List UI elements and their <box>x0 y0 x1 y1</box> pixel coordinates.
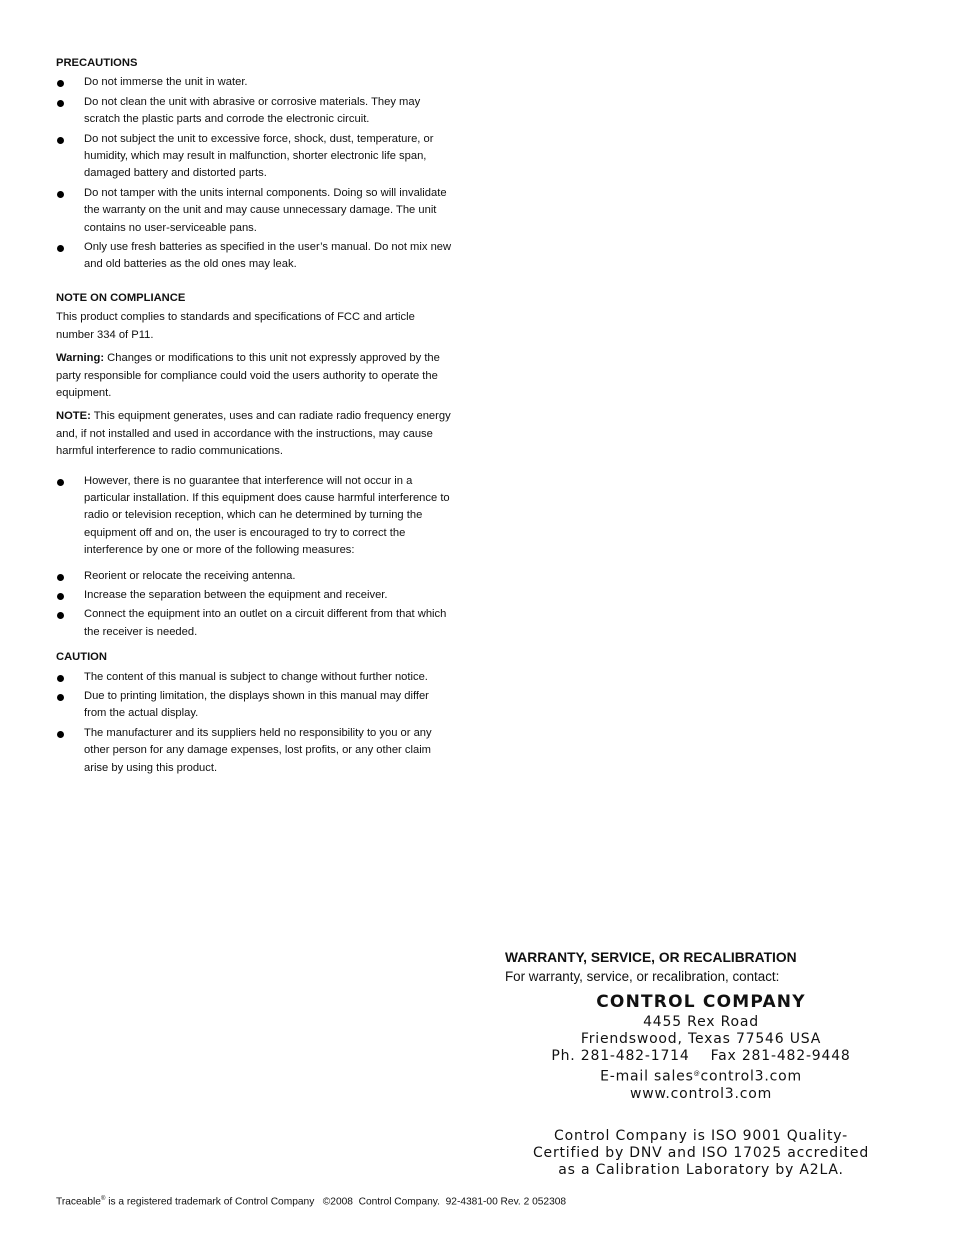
address-line-2: Friendswood, Texas 77546 USA <box>580 1031 822 1047</box>
bullet-icon <box>57 137 64 144</box>
left-column <box>56 55 452 779</box>
list-item: However, there is no guarantee that interference will not occur in a particular installation. If this equipment does cause harmful interference to radio or television reception, which can he determined by turning the equipment off and on, the user is encouraged to try to correct the interference by one or more of the following measures: <box>56 473 452 560</box>
bullet-icon <box>57 675 64 682</box>
bullet-icon <box>57 612 64 619</box>
bullet-icon <box>57 80 64 87</box>
list-item: Do not immerse the unit in water. <box>56 74 452 91</box>
warranty-subtitle: For warranty, service, or recalibration, contact: <box>505 969 780 984</box>
list-item: Do not clean the unit with abrasive or corrosive materials. They may scratch the plastic parts and corrode the electronic circuit. <box>56 94 452 129</box>
bullet-icon <box>57 593 64 600</box>
footer-text: is a registered trademark of Control Company ©2008 Control Company. 92-4381-00 Rev. 2 052308 <box>105 1196 567 1208</box>
compliance-text: This product complies to standards and specifications of FCC and article number 334 of P11. <box>56 311 415 341</box>
trademark-brand: Traceable <box>56 1196 101 1208</box>
phone-fax: Ph. 281-482-1714 Fax 281-482-9448 <box>551 1048 851 1064</box>
list-item: Connect the equipment into an outlet on a circuit different from that which the receiver is needed. <box>56 606 452 641</box>
warranty-section <box>505 948 905 986</box>
list-item: Do not tamper with the units internal components. Doing so will invalidate the warranty on the unit and may cause unnecessary damage. The unit contains no user-serviceable pans. <box>56 185 452 237</box>
bullet-icon <box>57 479 64 486</box>
contact-block <box>505 990 897 1179</box>
interference-list <box>56 473 452 560</box>
note-paragraph: NOTE: This equipment generates, uses and can radiate radio frequency energy and, if not installed and used in accordance with the instructions, may cause harmful interference to radio communications. <box>56 410 451 458</box>
address-line-1: 4455 Rex Road <box>643 1014 759 1030</box>
note-label: NOTE: <box>56 410 91 423</box>
company-name: CONTROL COMPANY <box>596 992 806 1012</box>
measures-list <box>56 568 452 642</box>
registered-mark: ® <box>100 1196 106 1202</box>
list-item: Reorient or relocate the receiving antenna. <box>56 568 452 585</box>
caution-list <box>56 669 452 777</box>
list-item: The content of this manual is subject to change without further notice. <box>56 669 452 686</box>
warning-paragraph: Warning: Changes or modifications to this unit not expressly approved by the party responsible for compliance could void the users authority to operate the equipment. <box>56 352 440 399</box>
bullet-icon <box>57 731 64 738</box>
list-item: Due to printing limitation, the displays shown in this manual may differ from the actual display. <box>56 688 452 723</box>
precautions-list <box>56 74 452 273</box>
bullet-icon <box>57 574 64 581</box>
bullet-icon <box>57 694 64 701</box>
footer <box>56 1196 566 1207</box>
warning-label: Warning: <box>56 352 105 365</box>
warranty-heading: WARRANTY, SERVICE, OR RECALIBRATION <box>505 950 797 965</box>
list-item: Only use fresh batteries as specified in the user’s manual. Do not mix new and old batteries as the old ones may leak. <box>56 239 452 274</box>
website: www.control3.com <box>629 1085 773 1102</box>
caution-heading: CAUTION <box>56 651 107 664</box>
list-item: The manufacturer and its suppliers held no responsibility to you or any other person for any damage expenses, lost profits, or any other claim arise by using this product. <box>56 725 452 777</box>
bullet-icon <box>57 100 64 107</box>
precautions-heading: PRECAUTIONS <box>56 57 138 69</box>
email: E-mail sales@control3.com <box>600 1068 802 1085</box>
iso-statement: Control Company is ISO 9001 Quality- Certified by DNV and ISO 17025 accredited as a Calibration Laboratory by A2LA. <box>532 1127 870 1178</box>
compliance-heading: NOTE ON COMPLIANCE <box>56 291 186 304</box>
list-item: Do not subject the unit to excessive force, shock, dust, temperature, or humidity, which may result in malfunction, shorter electronic life span, damaged battery and distorted parts. <box>56 131 452 183</box>
bullet-icon <box>57 191 64 198</box>
bullet-icon <box>57 245 64 252</box>
list-item: Increase the separation between the equipment and receiver. <box>56 587 452 604</box>
